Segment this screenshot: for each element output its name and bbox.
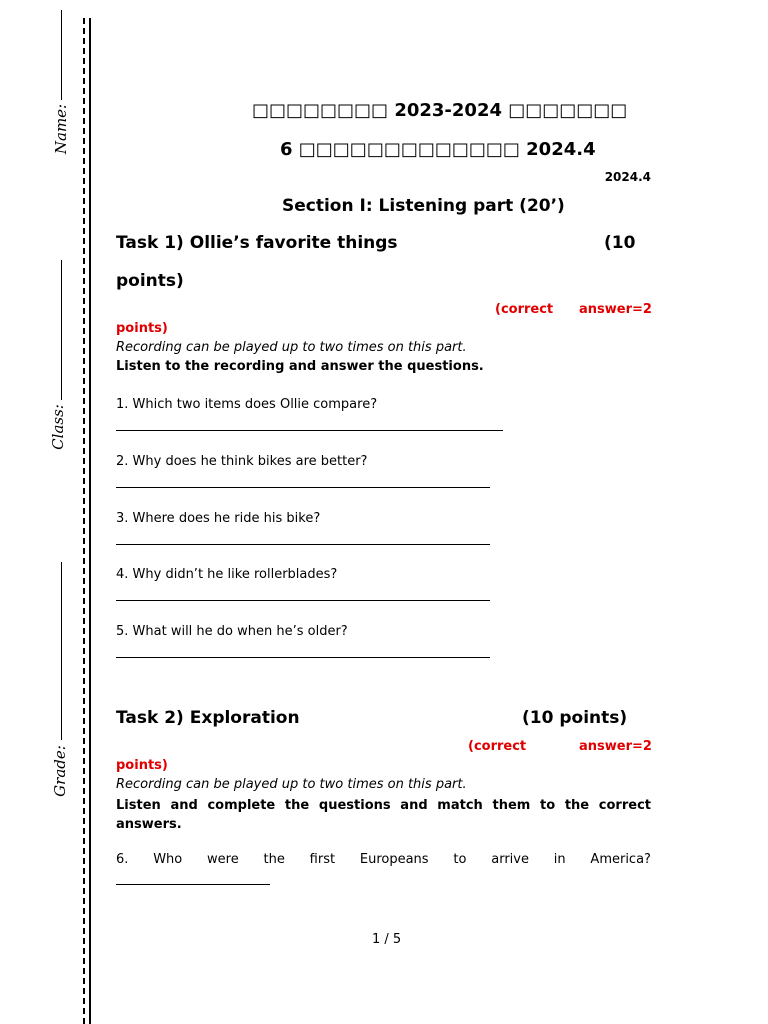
answer-line-2[interactable]: [116, 487, 490, 488]
q6-word: to: [453, 852, 467, 867]
q6-word: Who: [153, 852, 183, 867]
question-5: 5. What will he do when he’s older?: [116, 624, 348, 639]
q6-word: 6.: [116, 852, 129, 867]
answer-line-4[interactable]: [116, 600, 490, 601]
exam-title-line1: □□□□□□□□ 2023-2024 □□□□□□□: [252, 100, 628, 121]
answer-line-6[interactable]: [116, 884, 270, 885]
margin-solid-line: [89, 18, 91, 1024]
q6-word: were: [207, 852, 239, 867]
task1-correct-value: answer=2: [579, 302, 652, 317]
question-2: 2. Why does he think bikes are better?: [116, 454, 368, 469]
task2-instruction: Listen and complete the questions and match them to the correct answers.: [116, 798, 651, 832]
task1-instruction: Listen to the recording and answer the questions.: [116, 359, 484, 374]
task2-points: (10 points): [522, 708, 628, 728]
question-3: 3. Where does he ride his bike?: [116, 511, 321, 526]
q6-word: first: [309, 852, 336, 867]
name-blank-line: [61, 10, 62, 100]
exam-title-line2: 6 □□□□□□□□□□□□□ 2024.4: [280, 139, 596, 160]
class-blank-line: [61, 260, 62, 400]
task1-correct-points: points): [116, 321, 168, 336]
question-6: [116, 852, 651, 867]
answer-line-1[interactable]: [116, 430, 503, 431]
section-title: Section I: Listening part (20’): [282, 196, 565, 216]
task1-points: (10: [604, 233, 636, 253]
class-label: Class:: [48, 404, 67, 450]
task1-points-cont: points): [116, 271, 184, 291]
answer-line-3[interactable]: [116, 544, 490, 545]
question-1: 1. Which two items does Ollie compare?: [116, 397, 378, 412]
q6-word: Europeans: [359, 852, 429, 867]
grade-label: Grade:: [50, 745, 69, 797]
task2-title: Task 2) Exploration: [116, 708, 300, 728]
task2-correct-value: answer=2: [579, 739, 652, 754]
q6-word: arrive: [491, 852, 529, 867]
task1-recording-note: Recording can be played up to two times on this part.: [116, 340, 467, 355]
answer-line-5[interactable]: [116, 657, 490, 658]
task2-correct-label: (correct: [468, 739, 527, 754]
exam-date: 2024.4: [604, 170, 651, 184]
task2-correct-points: points): [116, 758, 168, 773]
question-4: 4. Why didn’t he like rollerblades?: [116, 567, 338, 582]
name-label: Name:: [52, 103, 71, 155]
task1-correct-label: (correct: [495, 302, 554, 317]
page-number: 1 / 5: [372, 932, 402, 947]
grade-blank-line: [61, 562, 62, 740]
q6-word: the: [263, 852, 285, 867]
q6-word: America?: [590, 852, 651, 867]
task2-recording-note: Recording can be played up to two times on this part.: [116, 777, 467, 792]
margin-dashed-line: [83, 18, 85, 1024]
task1-title: Task 1) Ollie’s favorite things: [116, 233, 398, 253]
q6-word: in: [553, 852, 566, 867]
